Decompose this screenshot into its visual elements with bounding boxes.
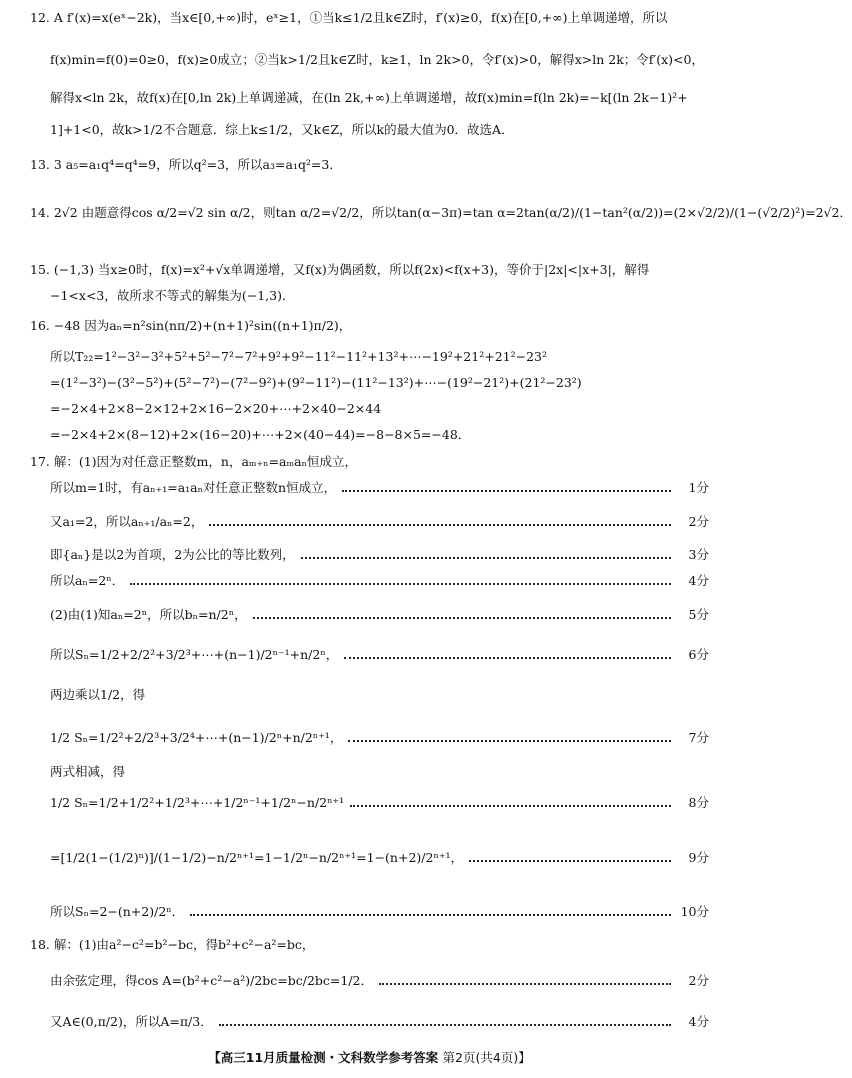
document-line xyxy=(30,939,709,952)
solution-text: (2)由(1)知aₙ=2ⁿ，所以bₙ=n/2ⁿ， xyxy=(50,607,247,622)
score-mark: 6分 xyxy=(688,647,709,662)
dot-leader xyxy=(253,617,671,619)
document-line xyxy=(50,403,709,416)
document-line xyxy=(50,649,709,662)
document-line xyxy=(50,575,709,588)
dot-leader xyxy=(209,524,671,526)
document-line xyxy=(50,92,709,105)
document-line xyxy=(50,852,709,865)
document-line xyxy=(50,54,709,67)
solution-text: 1]+1<0，故k>1/2不合题意．综上k≤1/2，又k∈Z，所以k的最大值为0．故选A． xyxy=(50,122,514,137)
document-line xyxy=(50,351,709,364)
question-answer-text: 16. −48 因为aₙ=n²sin(nπ/2)+(n+1)²sin((n+1)π/2)， xyxy=(30,318,352,333)
document-line xyxy=(50,124,709,137)
document-line xyxy=(50,689,709,702)
footer-page-number: 第2页(共4页)】 xyxy=(442,1050,531,1065)
question-answer-text: 12. A f′(x)=x(eˣ−2k)，当x∈[0,+∞)时，eˣ≥1，①当k≤1/2且k∈Z时，f′(x)≥0，f(x)在[0,+∞)上单调递增，所以 xyxy=(30,10,668,25)
document-line xyxy=(50,609,709,622)
page-footer xyxy=(0,1052,739,1065)
score-mark: 4分 xyxy=(688,573,709,588)
question-answer-text: 13. 3 a₅=a₁q⁴=q⁴=9，所以q²=3，所以a₃=a₁q²=3． xyxy=(30,157,342,172)
document-line xyxy=(50,797,709,810)
solution-text: =[1/2(1−(1/2)ⁿ)]/(1−1/2)−n/2ⁿ⁺¹=1−1/2ⁿ−n/2ⁿ⁺¹=1−(n+2)/2ⁿ⁺¹， xyxy=(50,850,463,865)
document-line xyxy=(30,456,709,469)
question-answer-text: 14. 2√2 由题意得cos α/2=√2 sin α/2，则tan α/2=√2/2，所以tan(α−3π)=tan α=2tan(α/2)/(1−tan²(α/2))=(2×√2/2)/(1−(√2/2)²)=2√2． xyxy=(30,205,852,220)
solution-text: 所以T₂₂=1²−3²−3²+5²+5²−7²−7²+9²+9²−11²−11²+13²+⋯−19²+21²+21²−23² xyxy=(50,349,548,364)
dot-leader xyxy=(348,740,671,742)
dot-leader xyxy=(190,914,671,916)
dot-leader xyxy=(219,1024,671,1026)
document-line xyxy=(50,1016,709,1029)
solution-text: 所以Sₙ=1/2+2/2²+3/2³+⋯+(n−1)/2ⁿ⁻¹+n/2ⁿ， xyxy=(50,647,339,662)
dot-leader xyxy=(342,490,671,492)
solution-text: 1/2 Sₙ=1/2+1/2²+1/2³+⋯+1/2ⁿ⁻¹+1/2ⁿ−n/2ⁿ⁺¹ xyxy=(50,795,345,810)
dot-leader xyxy=(301,557,671,559)
document-line xyxy=(30,12,709,25)
solution-text: 所以m=1时，有aₙ₊₁=a₁aₙ对任意正整数n恒成立， xyxy=(50,480,337,495)
solution-text: 由余弦定理，得cos A=(b²+c²−a²)/2bc=bc/2bc=1/2． xyxy=(50,973,374,988)
document-line xyxy=(50,290,709,303)
document-line xyxy=(50,482,709,495)
document-line xyxy=(30,320,709,333)
score-mark: 4分 xyxy=(688,1014,709,1029)
score-mark: 2分 xyxy=(688,514,709,529)
document-line xyxy=(30,264,709,277)
dot-leader xyxy=(379,983,671,985)
score-mark: 3分 xyxy=(688,547,709,562)
score-mark: 10分 xyxy=(680,904,709,919)
score-mark: 2分 xyxy=(688,973,709,988)
score-mark: 9分 xyxy=(688,850,709,865)
solution-text: −1<x<3，故所求不等式的解集为(−1,3)． xyxy=(50,288,295,303)
solution-text: 所以aₙ=2ⁿ． xyxy=(50,573,125,588)
dot-leader xyxy=(130,583,671,585)
document-line xyxy=(50,377,709,390)
solution-text: f(x)min=f(0)=0≥0，f(x)≥0成立；②当k>1/2且k∈Z时，k≥1，ln 2k>0，令f′(x)>0，解得x>ln 2k；令f′(x)<0， xyxy=(50,52,704,67)
solution-text: 两式相减，得 xyxy=(50,764,126,779)
solution-text: 解得x<ln 2k，故f(x)在[0,ln 2k)上单调递减，在(ln 2k,+∞)上单调递增，故f(x)min=f(ln 2k)=−k[(ln 2k−1)²+ xyxy=(50,90,688,105)
solution-text: 又A∈(0,π/2)，所以A=π/3． xyxy=(50,1014,213,1029)
document-line xyxy=(30,205,852,220)
document-line xyxy=(50,906,709,919)
document-line xyxy=(50,766,709,779)
solution-text: =−2×4+2×(8−12)+2×(16−20)+⋯+2×(40−44)=−8−8×5=−48． xyxy=(50,427,471,442)
question-answer-text: 17. 解：(1)因为对任意正整数m，n，aₘ₊ₙ=aₘaₙ恒成立， xyxy=(30,454,358,469)
document-line xyxy=(50,429,709,442)
solution-text: 又a₁=2，所以aₙ₊₁/aₙ=2， xyxy=(50,514,204,529)
document-line xyxy=(30,159,709,172)
score-mark: 5分 xyxy=(688,607,709,622)
solution-text: =(1²−3²)−(3²−5²)+(5²−7²)−(7²−9²)+(9²−11²)−(11²−13²)+⋯−(19²−21²)+(21²−23²) xyxy=(50,375,582,390)
score-mark: 8分 xyxy=(688,795,709,810)
document-line xyxy=(50,549,709,562)
solution-text: =−2×4+2×8−2×12+2×16−2×20+⋯+2×40−2×44 xyxy=(50,401,382,416)
dot-leader xyxy=(469,860,671,862)
solution-text: 两边乘以1/2，得 xyxy=(50,687,146,702)
document-line xyxy=(50,975,709,988)
document-line xyxy=(50,732,709,745)
solution-text: 所以Sₙ=2−(n+2)/2ⁿ． xyxy=(50,904,185,919)
score-mark: 7分 xyxy=(688,730,709,745)
document-line xyxy=(50,516,709,529)
dot-leader xyxy=(350,805,671,807)
footer-title: 【高三11月质量检测・文科数学参考答案 xyxy=(208,1050,439,1065)
question-answer-text: 18. 解：(1)由a²−c²=b²−bc，得b²+c²−a²=bc， xyxy=(30,937,315,952)
solution-text: 1/2 Sₙ=1/2²+2/2³+3/2⁴+⋯+(n−1)/2ⁿ+n/2ⁿ⁺¹， xyxy=(50,730,343,745)
dot-leader xyxy=(344,657,671,659)
question-answer-text: 15. (−1,3) 当x≥0时，f(x)=x²+√x单调递增，又f(x)为偶函数，所以f(2x)<f(x+3)，等价于|2x|<|x+3|，解得 xyxy=(30,262,650,277)
score-mark: 1分 xyxy=(688,480,709,495)
solution-text: 即{aₙ}是以2为首项，2为公比的等比数列， xyxy=(50,547,295,562)
